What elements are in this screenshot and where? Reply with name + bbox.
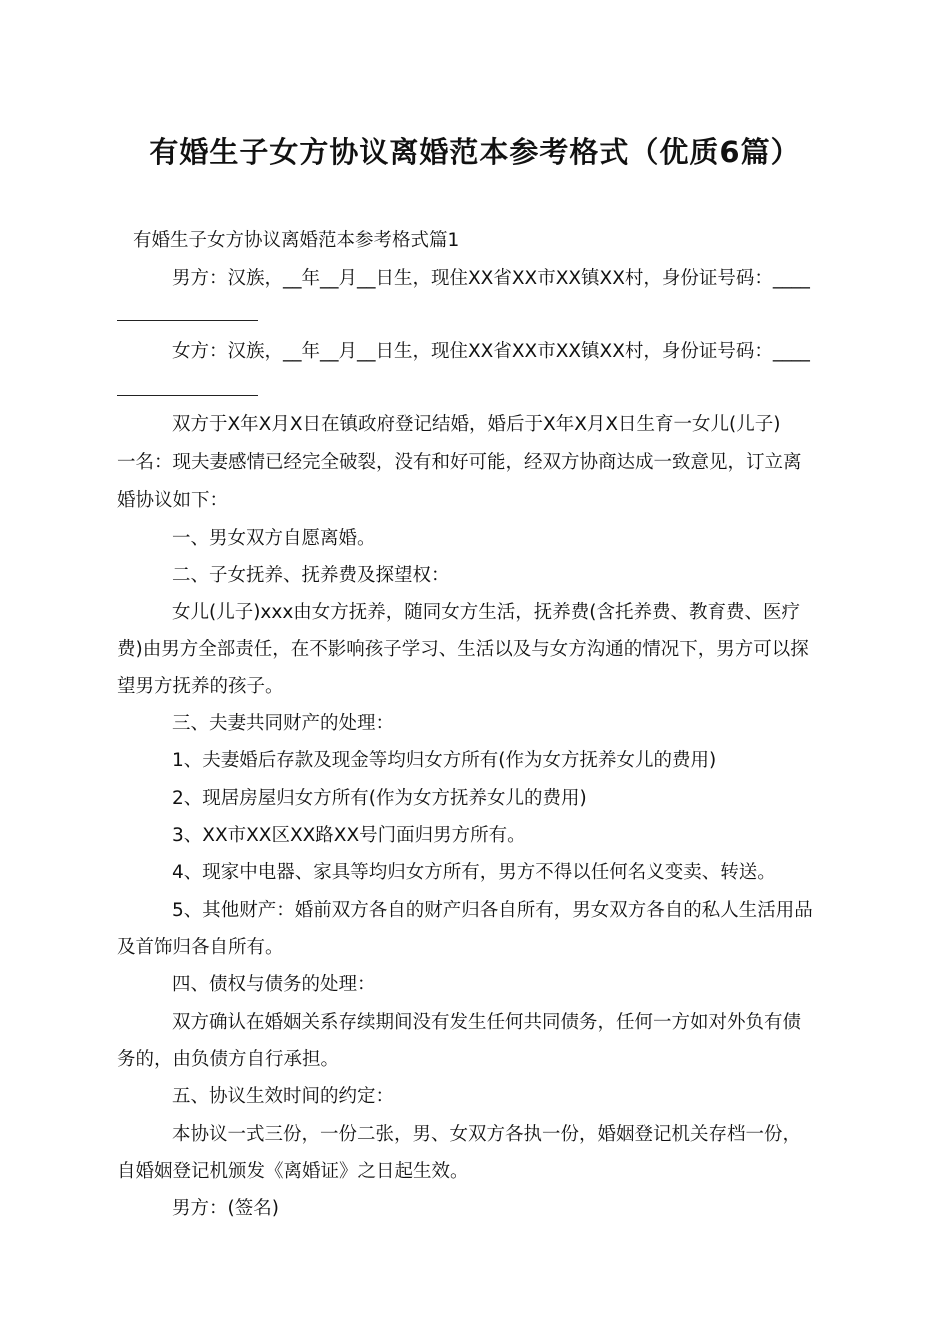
clause-2-body-line-3: 望男方抚养的孩子。 xyxy=(117,676,284,697)
clause-3-heading: 三、夫妻共同财产的处理： xyxy=(172,713,395,734)
clause-5-body-line-2: 自婚姻登记机颁发《离婚证》之日起生效。 xyxy=(117,1161,469,1182)
document-title: 有婚生子女方协议离婚范本参考格式（优质6篇） xyxy=(149,135,801,169)
property-item-1: 1、夫妻婚后存款及现金等均归女方所有(作为女方抚养女儿的费用) xyxy=(172,750,717,771)
clause-4-body-line-1: 双方确认在婚姻关系存续期间没有发生任何共同债务，任何一方如对外负有债 xyxy=(172,1012,802,1033)
property-item-5-line-2: 及首饰归各自所有。 xyxy=(117,937,284,958)
clause-2-body-line-2: 费)由男方全部责任，在不影响孩子学习、生活以及与女方沟通的情况下，男方可以探 xyxy=(117,639,809,660)
intro-line-1: 双方于X年X月X日在镇政府登记结婚，婚后于X年X月X日生育一女儿(儿子) xyxy=(172,414,781,435)
id-number-underline-male xyxy=(117,320,258,321)
property-item-3: 3、XX市XX区XX路XX号门面归男方所有。 xyxy=(172,825,526,846)
property-item-2: 2、现居房屋归女方所有(作为女方抚养女儿的费用) xyxy=(172,788,587,809)
clause-4-body-line-2: 务的，由负债方自行承担。 xyxy=(117,1049,340,1070)
female-party-line: 女方：汉族，__年__月__日生，现住XX省XX市XX镇XX村，身份证号码：____ xyxy=(172,341,810,362)
clause-5-heading: 五、协议生效时间的约定： xyxy=(172,1086,395,1107)
clause-2-heading: 二、子女抚养、抚养费及探望权： xyxy=(172,565,450,586)
clause-1: 一、男女双方自愿离婚。 xyxy=(172,528,376,549)
clause-4-heading: 四、债权与债务的处理： xyxy=(172,974,376,995)
property-item-5-line-1: 5、其他财产：婚前双方各自的财产归各自所有，男女双方各自的私人生活用品 xyxy=(172,900,813,921)
section-heading: 有婚生子女方协议离婚范本参考格式篇1 xyxy=(133,230,460,251)
id-number-underline-female xyxy=(117,395,258,396)
intro-line-3: 婚协议如下： xyxy=(117,490,229,511)
clause-5-body-line-1: 本协议一式三份，一份二张，男、女双方各执一份，婚姻登记机关存档一份， xyxy=(172,1124,802,1145)
signature-male: 男方：(签名) xyxy=(172,1198,279,1219)
intro-line-2: 一名：现夫妻感情已经完全破裂，没有和好可能，经双方协商达成一致意见，订立离 xyxy=(117,452,802,473)
male-party-line: 男方：汉族，__年__月__日生，现住XX省XX市XX镇XX村，身份证号码：____ xyxy=(172,268,810,289)
clause-2-body-line-1: 女儿(儿子)xxx由女方抚养，随同女方生活，抚养费(含托养费、教育费、医疗 xyxy=(172,602,801,623)
property-item-4: 4、现家中电器、家具等均归女方所有，男方不得以任何名义变卖、转送。 xyxy=(172,862,776,883)
